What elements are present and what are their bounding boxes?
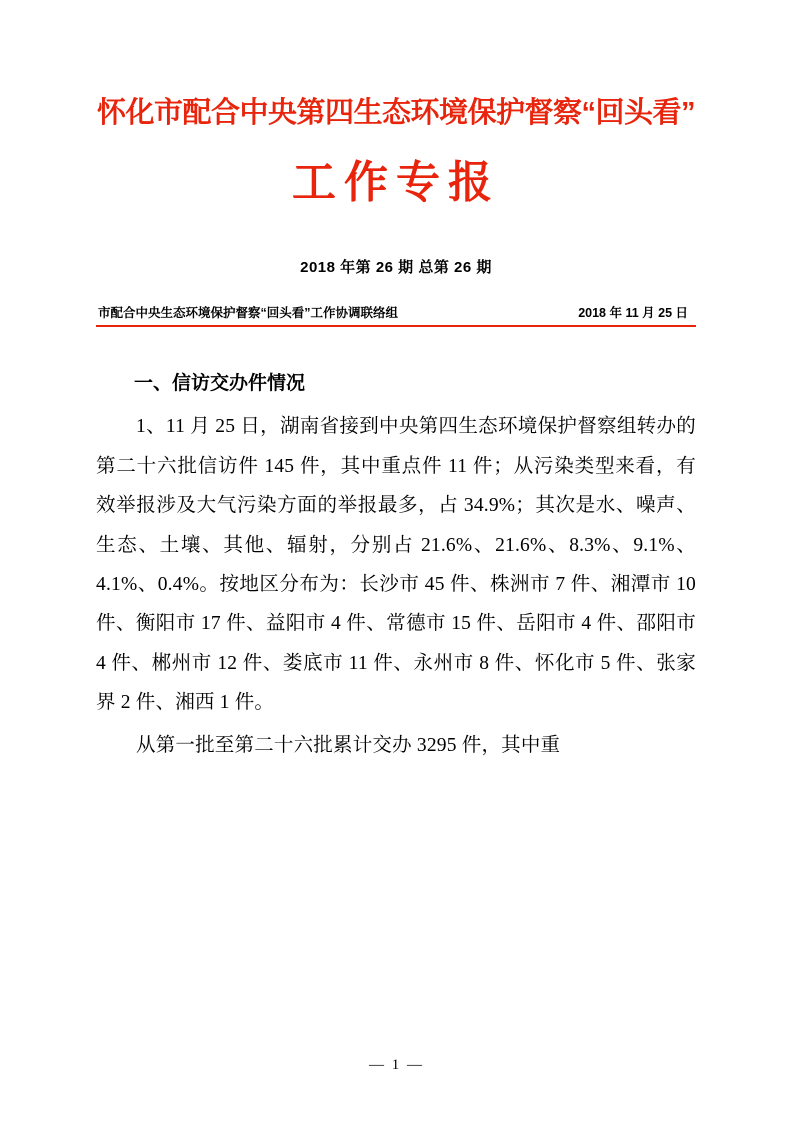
document-content [96,0,696,1122]
paragraph-1: 1、11 月 25 日，湖南省接到中央第四生态环境保护督察组转办的第二十六批信访件 145 件，其中重点件 11 件；从污染类型来看，有效举报涉及大气污染方面的举报最多，占 34.9%；其次是水、噪声、生态、土壤、其他、辐射，分别占 21.6%、21.6%、8.3%、9.1%、4.1%、0.4%。按地区分布为：长沙市 45 件、株洲市 7 件、湘潭市 10 件、衡阳市 17 件、益阳市 4 件、常德市 15 件、岳阳市 4 件、邵阳市 4 件、郴州市 12 件、娄底市 11 件、永州市 8 件、怀化市 5 件、张家界 2 件、湘西 1 件。 [96,416,696,714]
page-number: — 1 — [369,1057,424,1073]
masthead-title-line-2: 工作专报 [292,157,500,207]
section-heading: 一、信访交办件情况 [134,373,306,395]
issue-date: 2018 年 11 月 25 日 [578,305,688,320]
masthead [96,0,696,210]
header-divider [96,325,696,328]
body-area [96,369,696,766]
issuer-row [96,303,696,325]
masthead-title-line-1: 怀化市配合中央第四生态环境保护督察“回头看” [96,97,695,129]
issue-number: 2018 年第 26 期 总第 26 期 [300,258,492,276]
paragraph-2: 从第一批至第二十六批累计交办 3295 件，其中重 [136,735,561,757]
issuer-name: 市配合中央生态环境保护督察“回头看”工作协调联络组 [98,305,399,320]
